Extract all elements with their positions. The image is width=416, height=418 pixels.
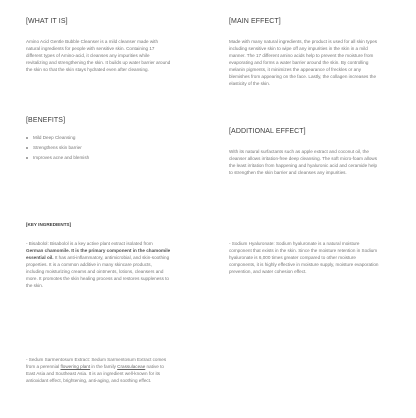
benefit-item: [26, 143, 176, 153]
benefit-item: [26, 133, 176, 143]
bisabolol-lead: - Bisabolol: Bisabolol is a key active plant extract isolated from: [26, 241, 153, 246]
benefit-label: Improves acne and blemish: [33, 155, 90, 160]
bisabolol-highlight: German chamomile. It is the primary component in the chamomile essential oil.: [26, 248, 171, 260]
benefit-label: Mild Deep Cleansing: [33, 135, 76, 140]
sodium-hyaluronate-text: - Sodium Hyaluronate: Sodium hyaluronate is a natural moisture component that exists in the skin. Since the moisture retention in Sodium hyaluronate is 6,000 times greater compared to other moisture components, it is highly effective in moisture supply, moisture evaporation prevention, and water cohesion effect.: [229, 241, 379, 274]
what-it-is-heading: [WHAT IT IS]: [26, 18, 68, 25]
benefits-list: [26, 133, 176, 163]
additional-effect-text: With its natural surfactants such as apple extract and coconut oil, the cleanser allows irritation-free deep cleansing. The soft micro-foam allows the least irritation from happening and hyaluronic acid and ceramide help to strengthen the skin barrier and cleanses any impurities.: [229, 149, 378, 175]
benefit-label: Strengthens skin barrier: [33, 145, 82, 150]
benefits-heading: [BENEFITS]: [26, 117, 66, 124]
bullet-icon: [26, 147, 28, 149]
sedum-rest: native to East Asia and Southeast Asia. It is an ingredient well-known for its antioxidant effect, brightening, anti-aging, and soothing effect.: [26, 364, 164, 383]
bullet-icon: [26, 137, 28, 139]
crassulaceae-link[interactable]: Crassulaceae: [117, 364, 146, 369]
bullet-icon: [26, 157, 28, 159]
key-ingredients-section: [26, 222, 176, 227]
additional-effect-section: [229, 128, 379, 176]
sedum-lead: - Sedum Sarmentosum Extract: Sedum Sarmentosum Extract comes from a perennial: [26, 357, 167, 369]
key-ingredients-heading: [KEY INGREDIENTS]: [26, 222, 72, 227]
ingredient-sedum-sarmentosum: [26, 356, 171, 384]
benefits-section: [26, 117, 176, 163]
sedum-text: [26, 356, 171, 384]
what-it-is-text: Amino Acid Gentle Bubble Cleanser is a mild cleanser made with natural ingredients for people with sensitive skin. Containing 17 different types of Amino-acid, it cleanses any impurities while revitalizing and strengthening the skin. It builds up water barrier around the skin so that the skin stays hydrated even after cleansing.: [26, 39, 171, 72]
bisabolol-rest: It has anti-inflammatory, antimicrobial, and skin-soothing properties. It is a common additive in many skincare products, including moisturizing creams and ointments, lotions, cleansers and more. It promotes the skin healing process and restores suppleness to the skin.: [26, 255, 170, 288]
additional-effect-heading: [ADDITIONAL EFFECT]: [229, 128, 306, 135]
what-it-is-section: [26, 18, 171, 73]
bisabolol-text: [26, 240, 171, 289]
flowering-plant-link[interactable]: flowering plant: [60, 364, 91, 369]
main-effect-section: [229, 18, 379, 87]
sedum-mid: in the family: [90, 364, 118, 369]
ingredient-bisabolol: [26, 240, 171, 289]
main-effect-heading: [MAIN EFFECT]: [229, 18, 281, 25]
ingredient-sodium-hyaluronate: [229, 240, 379, 275]
main-effect-text: Made with many natural ingredients, the product is used for all skin types including sensitive skin to wipe off any impurities in the skin in a mild manner. The 17 different amino acids help to prevent the moisture from evaporating and forms a water barrier around the skin. By controlling melanin pigments, it minimizes the appearance of freckles or any blemishes from appearing on the face. Lastly, the collagen increases the elasticity of the skin.: [229, 39, 378, 86]
benefit-item: [26, 153, 176, 163]
